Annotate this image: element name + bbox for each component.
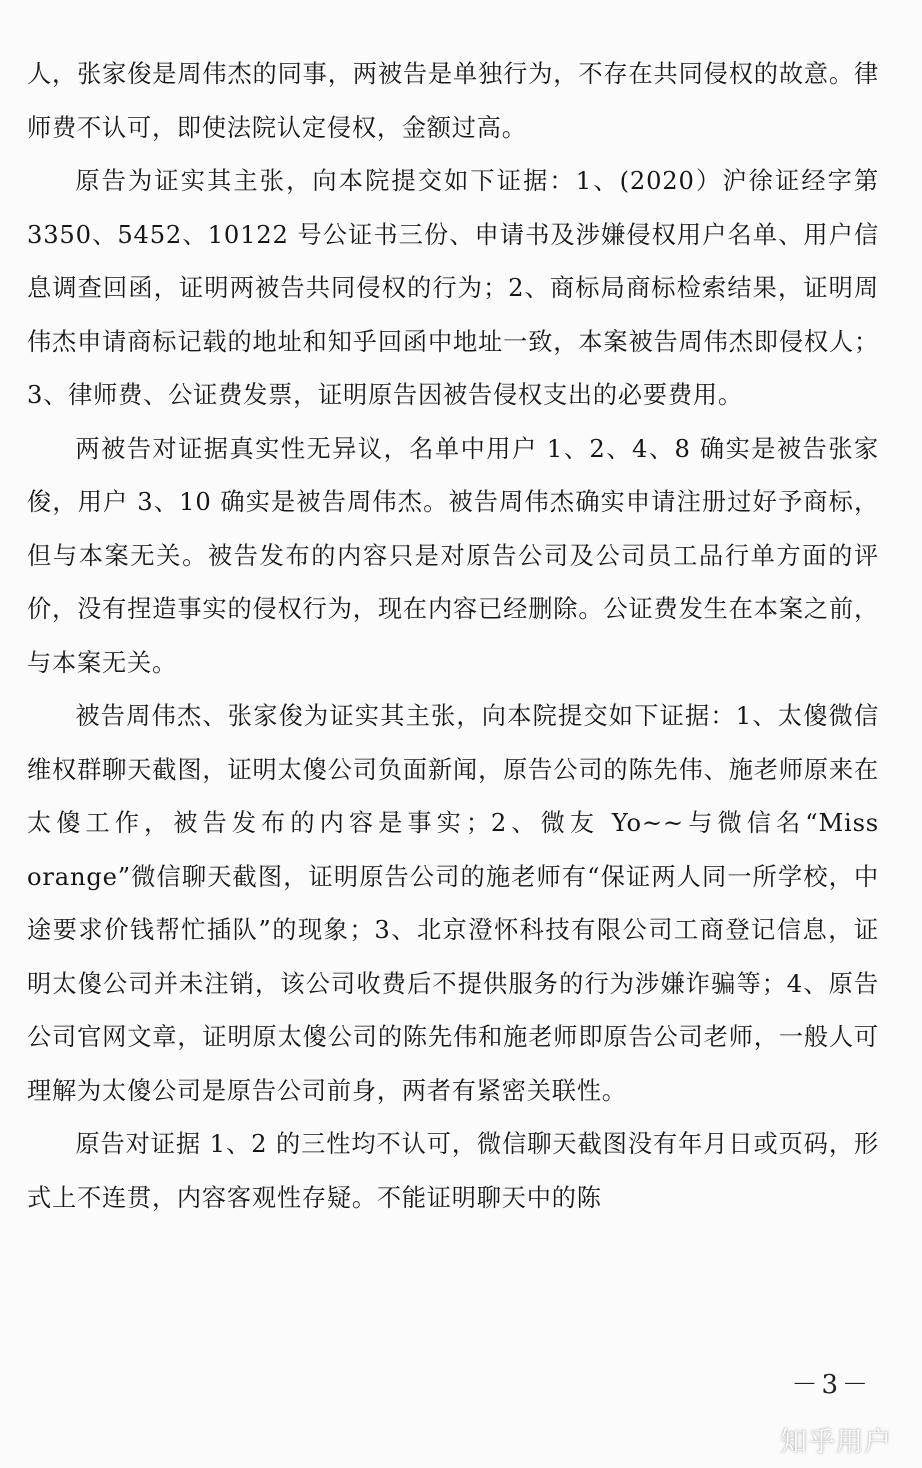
document-body [27,48,879,1225]
paragraph-defendants-response: 两被告对证据真实性无异议，名单中用户 1、2、4、8 确实是被告张家俊，用户 3、10 确实是被告周伟杰。被告周伟杰确实申请注册过好予商标，但与本案无关。被告发布的内容只是对原告公司及公司员工品行单方面的评价，没有捏造事实的侵权行为，现在内容已经删除。公证费发生在本案之前，与本案无关。 [27,434,879,677]
paragraph-defendants-evidence: 被告周伟杰、张家俊为证实其主张，向本院提交如下证据：1、太傻微信维权群聊天截图，证明太傻公司负面新闻，原告公司的陈先伟、施老师原来在太傻工作，被告发布的内容是事实；2、微友 Yo~~与微信名“Miss orange”微信聊天截图，证明原告公司的施老师有“保证两人同一所学校，中途要求价钱帮忙插队”的现象；3、北京澄怀科技有限公司工商登记信息，证明太傻公司并未注销，该公司收费后不提供服务的行为涉嫌诈骗等；4、原告公司官网文章，证明原太傻公司的陈先伟和施老师即原告公司老师，一般人可理解为太傻公司是原告公司前身，两者有紧密关联性。 [27,702,879,1105]
paragraph-plaintiff-evidence: 原告为证实其主张，向本院提交如下证据：1、(2020）沪徐证经字第 3350、5452、10122 号公证书三份、申请书及涉嫌侵权用户名单、用户信息调查回函，证明两被告共同侵权的行为；2、商标局商标检索结果，证明周伟杰申请商标记载的地址和知乎回函中地址一致，本案被告周伟杰即侵权人；3、律师费、公证费发票，证明原告因被告侵权支出的必要费用。 [27,167,879,409]
page-number: －3－ [791,1370,872,1400]
paragraph-plaintiff-rebuttal: 原告对证据 1、2 的三性均不认可，微信聊天截图没有年月日或页码，形式上不连贯，内容客观性存疑。不能证明聊天中的陈 [27,1130,879,1212]
paragraph-defense-continuation: 人，张家俊是周伟杰的同事，两被告是单独行为，不存在共同侵权的故意。律师费不认可，即使法院认定侵权，金额过高。 [27,60,879,142]
watermark: 知乎用户 [780,1427,892,1458]
